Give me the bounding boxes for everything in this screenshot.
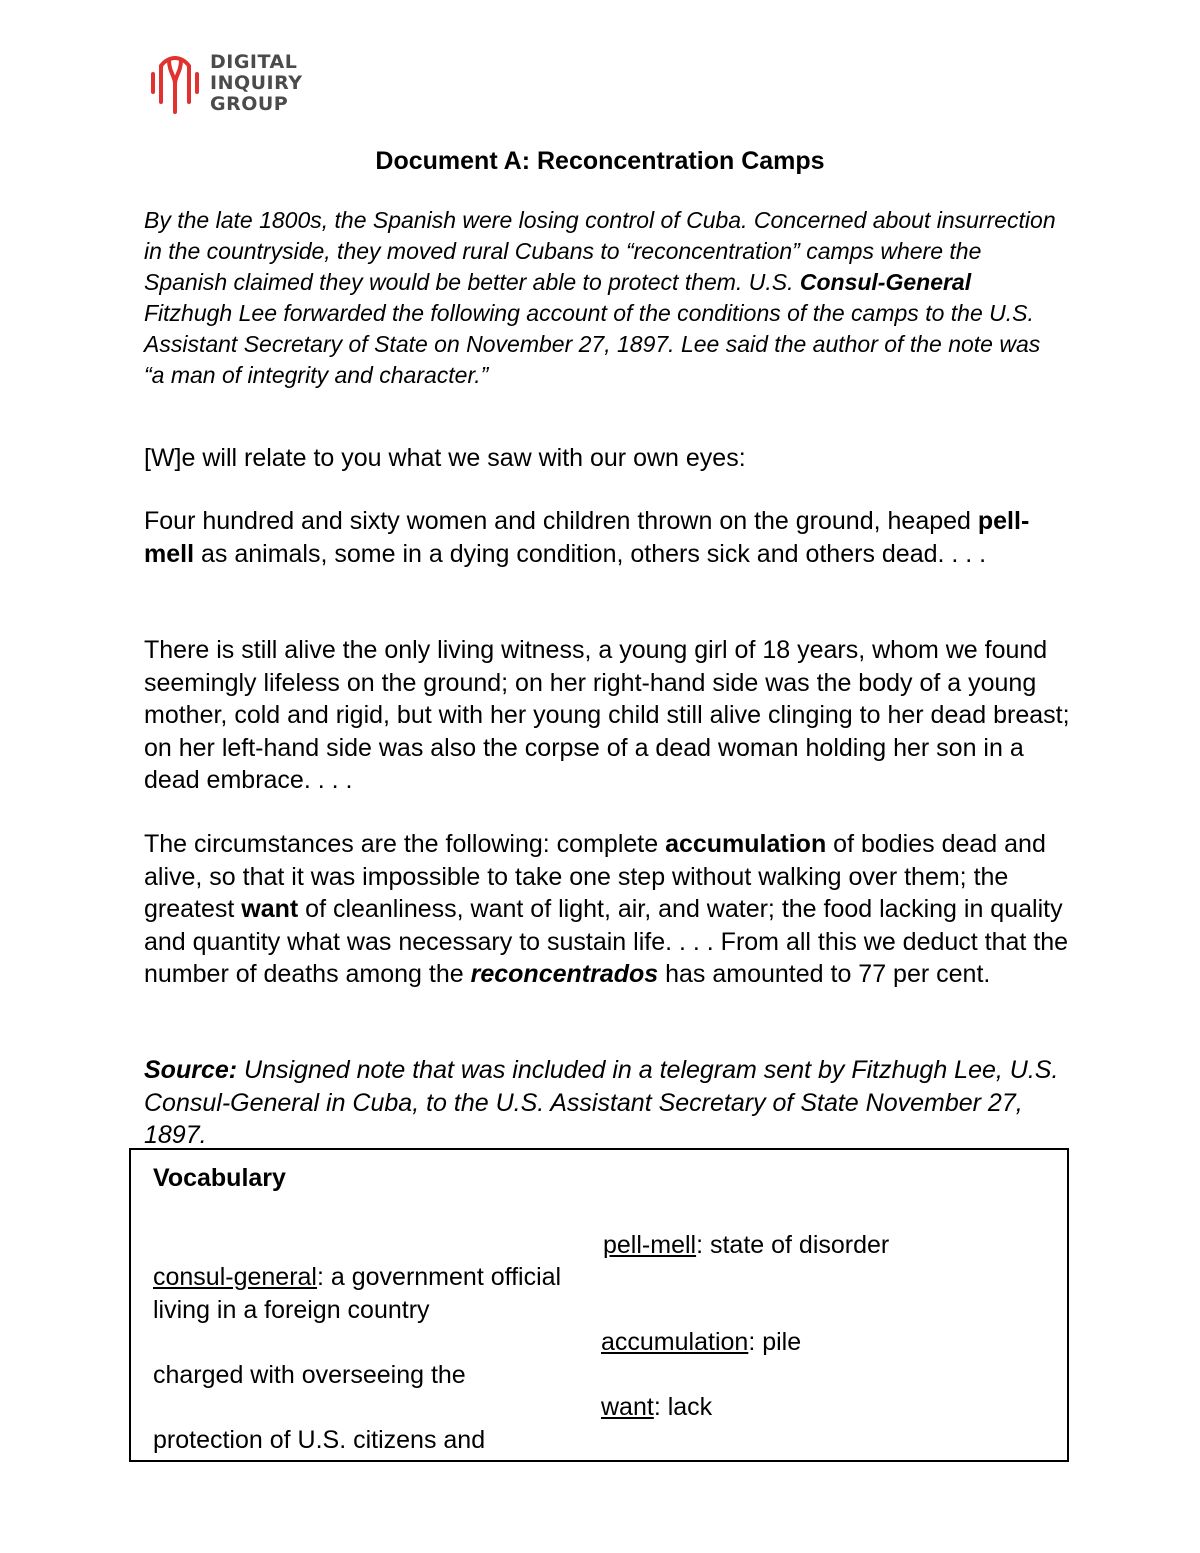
consul-general-line-1 [153, 1261, 573, 1326]
source-label: Source: [144, 1056, 238, 1084]
paragraph-4-text-b: of bodies dead and alive, so that it was impossible to take one step without walking over them; the greatest [144, 830, 1046, 923]
paragraph-2-bold: pell-mell [144, 507, 1030, 568]
paragraph-4-bold-italic: reconcentrados [470, 960, 659, 988]
vocab-term-want: want [601, 1393, 654, 1421]
vocabulary-entry-pell-mell [603, 1229, 889, 1262]
logo-line-2: INQUIRY [210, 72, 303, 94]
paragraph-3: There is still alive the only living witness, a young girl of 18 years, whom we found seemingly lifeless on the ground; on her right-hand side was the body of a young mother, cold and rigid, but with her young child still alive clinging to her dead breast; on her left-hand side was also the corpse of a dead woman holding her son in a dead embrace. . . . [144, 636, 1070, 794]
vocab-def-consul-general-2: charged with overseeing the [153, 1360, 466, 1389]
intro-bold-term: Consul-General [799, 269, 972, 295]
vocabulary-box [129, 1148, 1069, 1462]
intro-text-2: Fitzhugh Lee forwarded the following account of the conditions of the camps to the U.S. Assistant Secretary of State on November 27, 1897. Lee said the author of the note was “a man of integrity and character.” [144, 300, 1041, 388]
paragraph-2-text-a: Four hundred and sixty women and children thrown on the ground, heaped [144, 507, 978, 535]
paragraph-4-text-c: of cleanliness, want of light, air, and water; the food lacking in quality and quantity what was necessary to sustain life. . . . From all this we deduct that the number of deaths among the [144, 895, 1069, 988]
logo-wordmark [210, 52, 302, 115]
vocab-def-consul-general-3: protection of U.S. citizens and [153, 1425, 486, 1454]
vocab-def-accumulation: : pile [748, 1328, 802, 1356]
paragraph-4-text-a: The circumstances are the following: complete [144, 830, 666, 858]
logo-line-3: GROUP [210, 93, 289, 115]
vocab-term-consul-general: consul-general [153, 1263, 317, 1291]
vocabulary-entry-consul-general [153, 1261, 573, 1456]
source-citation [144, 1054, 1079, 1152]
vocabulary-entry-want [601, 1391, 712, 1424]
vocab-def-want: : lack [653, 1393, 713, 1421]
intro-paragraph [144, 205, 1064, 391]
vocab-term-accumulation: accumulation [601, 1328, 749, 1356]
logo-mark-icon [150, 52, 200, 114]
document-title: Document A: Reconcentration Camps [375, 147, 825, 175]
paragraph-2 [144, 505, 1079, 570]
logo-line-1: DIGITAL [210, 51, 298, 73]
vocab-def-pell-mell: : state of disorder [696, 1231, 890, 1259]
vocab-term-pell-mell: pell-mell [603, 1231, 697, 1259]
paragraph-4-text-d: has amounted to 77 per cent. [658, 960, 991, 988]
paragraph-4-bold-1: accumulation [665, 830, 827, 858]
paragraph-4 [144, 828, 1079, 991]
digital-inquiry-group-logo [150, 52, 302, 115]
vocab-def-consul-general-1: : a government official living in a foreign country [153, 1263, 562, 1324]
source-text: Unsigned note that was included in a telegram sent by Fitzhugh Lee, U.S. Consul-General in Cuba, to the U.S. Assistant Secretary of State November 27, 1897. [144, 1056, 1059, 1149]
paragraph-4-bold-2: want [241, 895, 299, 923]
paragraph-2-text-b: as animals, some in a dying condition, others sick and others dead. . . . [194, 539, 987, 568]
paragraph-1: [W]e will relate to you what we saw with our own eyes: [144, 444, 746, 472]
intro-text-1: By the late 1800s, the Spanish were losing control of Cuba. Concerned about insurrection in the countryside, they moved rural Cubans to “reconcentration” camps where the Spanish claimed they would be better able to protect them. U.S. [144, 207, 1056, 295]
vocabulary-title: Vocabulary [153, 1164, 286, 1192]
vocabulary-entry-accumulation [601, 1326, 801, 1359]
